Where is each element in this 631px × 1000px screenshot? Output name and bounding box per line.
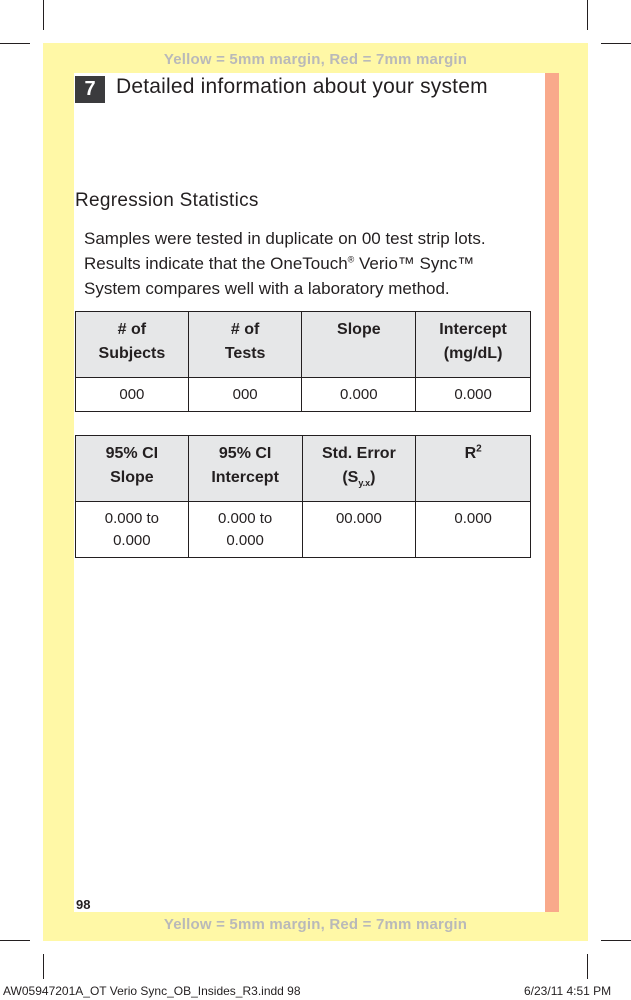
crop-mark-top-left-v — [43, 0, 44, 30]
table-header-row — [76, 312, 531, 378]
header-r-squared: $R^2$ — [416, 436, 531, 502]
body-line-3: System compares well with a laboratory method. — [84, 279, 450, 298]
header-ci-intercept: 95% CI Intercept — [188, 436, 302, 502]
table-header-row — [76, 436, 531, 502]
body-line-2: Results indicate that the OneTouch® Verio™ Sync™ — [84, 254, 475, 273]
header-subjects: # of Subjects — [76, 312, 189, 378]
cell-std-error: 00.000 — [302, 502, 416, 558]
body-paragraph — [84, 226, 524, 301]
header-ci-slope: 95% CI Slope — [76, 436, 189, 502]
page-number: 98 — [76, 897, 91, 912]
regression-table-1 — [75, 311, 531, 412]
body-line-1: Samples were tested in duplicate on 00 test strip lots. — [84, 229, 486, 248]
cell-ci-slope: 0.000 to 0.000 — [76, 502, 189, 558]
crop-mark-bottom-left-v — [43, 954, 44, 979]
chapter-title: Detailed information about your system — [116, 75, 488, 98]
file-slug: AW05947201A_OT Verio Sync_OB_Insides_R3.indd 98 — [3, 984, 301, 998]
crop-mark-top-right-h — [601, 43, 631, 44]
header-std-error: Std. Error $(S_{y.x})$ — [302, 436, 416, 502]
header-slope: Slope — [302, 312, 416, 378]
crop-mark-bottom-right-h — [601, 940, 631, 941]
registered-mark: ® — [347, 254, 355, 265]
chapter-number-badge: 7 — [75, 76, 105, 103]
header-tests: # of Tests — [188, 312, 302, 378]
crop-mark-top-right-v — [587, 0, 588, 30]
cell-subjects: 000 — [76, 378, 189, 412]
header-intercept: Intercept (mg/dL) — [416, 312, 531, 378]
cell-r-squared: 0.000 — [416, 502, 531, 558]
section-title: Regression Statistics — [75, 190, 259, 211]
crop-mark-top-left-h — [0, 43, 30, 44]
table-row — [76, 378, 531, 412]
date-slug: 6/23/11 4:51 PM — [524, 984, 612, 998]
cell-intercept: 0.000 — [416, 378, 531, 412]
cell-tests: 000 — [188, 378, 302, 412]
cell-ci-intercept: 0.000 to 0.000 — [188, 502, 302, 558]
cell-slope: 0.000 — [302, 378, 416, 412]
red-margin-strip — [545, 73, 559, 912]
margin-note-top: Yellow = 5mm margin, Red = 7mm margin — [163, 51, 468, 68]
crop-mark-bottom-right-v — [587, 954, 588, 979]
regression-table-2 — [75, 435, 531, 558]
margin-note-bottom: Yellow = 5mm margin, Red = 7mm margin — [163, 916, 468, 933]
table-row — [76, 502, 531, 558]
crop-mark-bottom-left-h — [0, 940, 30, 941]
